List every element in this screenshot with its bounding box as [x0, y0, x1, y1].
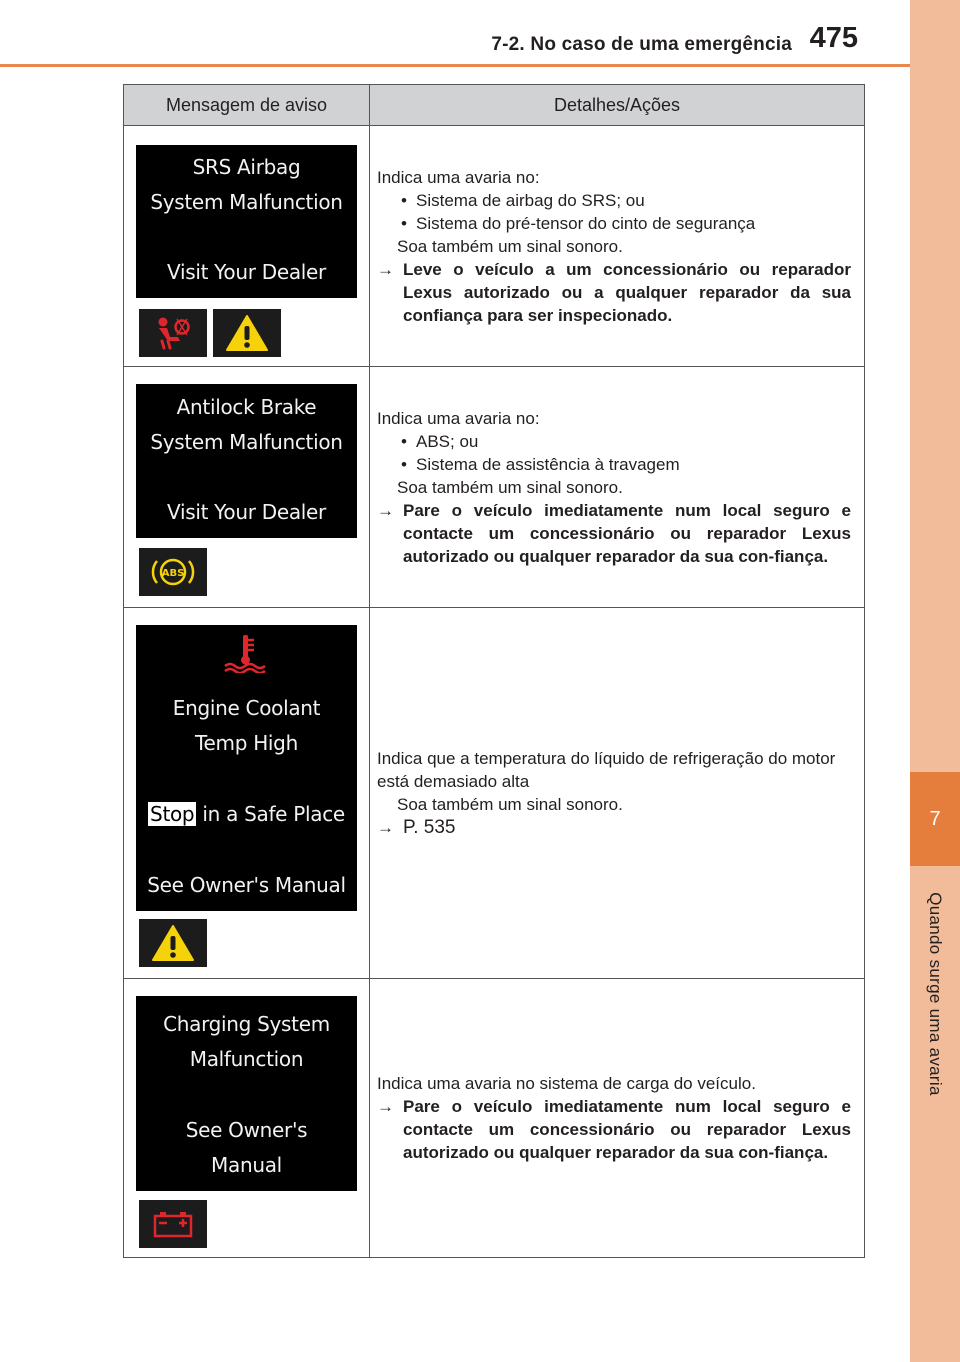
display-line: Temp High [195, 731, 298, 755]
arrow-glyph: → [377, 500, 394, 520]
multi-info-display [136, 145, 357, 298]
table-row [124, 367, 865, 608]
details-action [377, 499, 851, 568]
display-line: System Malfunction [150, 190, 343, 214]
action-text: Pare o veículo imediatamente num local seguro e contacte um concessionário ou reparador Lexus autorizado ou qualquer reparador da sua con-fiança. [403, 1097, 851, 1162]
section-title: 7-2. No caso de uma emergência [491, 34, 792, 55]
header-divider [0, 64, 910, 67]
arrow-glyph: → [377, 1097, 394, 1116]
warning-details-cell [370, 979, 865, 1258]
battery-icon [139, 1200, 207, 1248]
abs-label: ABS [161, 568, 185, 579]
warning-details-cell [370, 126, 865, 367]
display-line: System Malfunction [150, 430, 343, 454]
page-reference-link[interactable]: P. 535 [403, 817, 456, 838]
chapter-number: 7 [910, 772, 960, 866]
warning-display-cell [124, 367, 370, 608]
chapter-side-tab [910, 0, 960, 1362]
display-line: See Owner's Manual [147, 873, 346, 897]
action-text: Leve o veículo a um concessionário ou reparador Lexus autorizado ou a qualquer reparador da sua confiança para ser inspecionado. [403, 259, 851, 325]
display-line-text: in a Safe Place [202, 802, 345, 826]
details-intro: Indica uma avaria no: [377, 408, 540, 428]
chapter-title: Quando surge uma avaria [926, 892, 945, 1096]
warning-messages-table [123, 84, 865, 1258]
display-line: Antilock Brake [176, 395, 317, 419]
details-intro: Indica uma avaria no sistema de carga do veículo. [377, 1074, 756, 1093]
display-line: Manual [211, 1153, 282, 1177]
warning-triangle-icon [139, 919, 207, 967]
arrow-glyph: → [377, 818, 394, 837]
display-line: Charging System [163, 1012, 330, 1036]
details-bullet: • ABS; ou [377, 430, 851, 453]
details-action [377, 1095, 851, 1164]
details-bullet: • Sistema do pré-tensor do cinto de segurança [377, 212, 851, 235]
warning-triangle-icon [213, 309, 281, 357]
warning-display-cell [124, 608, 370, 979]
display-line [136, 802, 357, 826]
table-row [124, 608, 865, 979]
warning-details-cell [370, 608, 865, 979]
table-header-row [124, 85, 865, 126]
details-note: Soa também um sinal sonoro. [397, 477, 623, 497]
stop-highlight: Stop [150, 802, 195, 826]
column-header-message: Mensagem de aviso [124, 85, 370, 126]
page-reference [377, 816, 851, 839]
display-line: SRS Airbag [192, 155, 301, 179]
details-note: Soa também um sinal sonoro. [397, 795, 623, 814]
action-text: Pare o veículo imediatamente num local seguro e contacte um concessionário ou reparador Lexus autorizado ou qualquer reparador da sua con-fiança. [403, 500, 851, 566]
table-row [124, 979, 865, 1258]
display-line: Visit Your Dealer [167, 500, 326, 524]
abs-icon [139, 548, 207, 596]
warning-display-cell [124, 979, 370, 1258]
arrow-glyph: → [377, 259, 394, 279]
multi-info-display [136, 625, 357, 911]
details-bullet: • Sistema de airbag do SRS; ou [377, 189, 851, 212]
page-number: 475 [809, 22, 858, 54]
page-header [0, 0, 910, 68]
warning-details-cell [370, 367, 865, 608]
table-row [124, 126, 865, 367]
details-bullet: • Sistema de assistência à travagem [377, 453, 851, 476]
airbag-icon [139, 309, 207, 357]
display-line: See Owner's [185, 1118, 308, 1142]
details-note: Soa também um sinal sonoro. [397, 236, 623, 256]
details-action [377, 258, 851, 327]
display-line: Engine Coolant [172, 696, 321, 720]
details-intro: Indica uma avaria no: [377, 167, 540, 187]
column-header-details: Detalhes/Ações [370, 85, 865, 126]
coolant-temp-icon [221, 633, 271, 673]
display-line: Visit Your Dealer [167, 260, 326, 284]
warning-display-cell [124, 126, 370, 367]
details-intro: Indica que a temperatura do líquido de refrigeração do motor está demasiado alta [377, 749, 836, 791]
display-line: Malfunction [189, 1047, 304, 1071]
multi-info-display [136, 384, 357, 538]
multi-info-display [136, 996, 357, 1191]
